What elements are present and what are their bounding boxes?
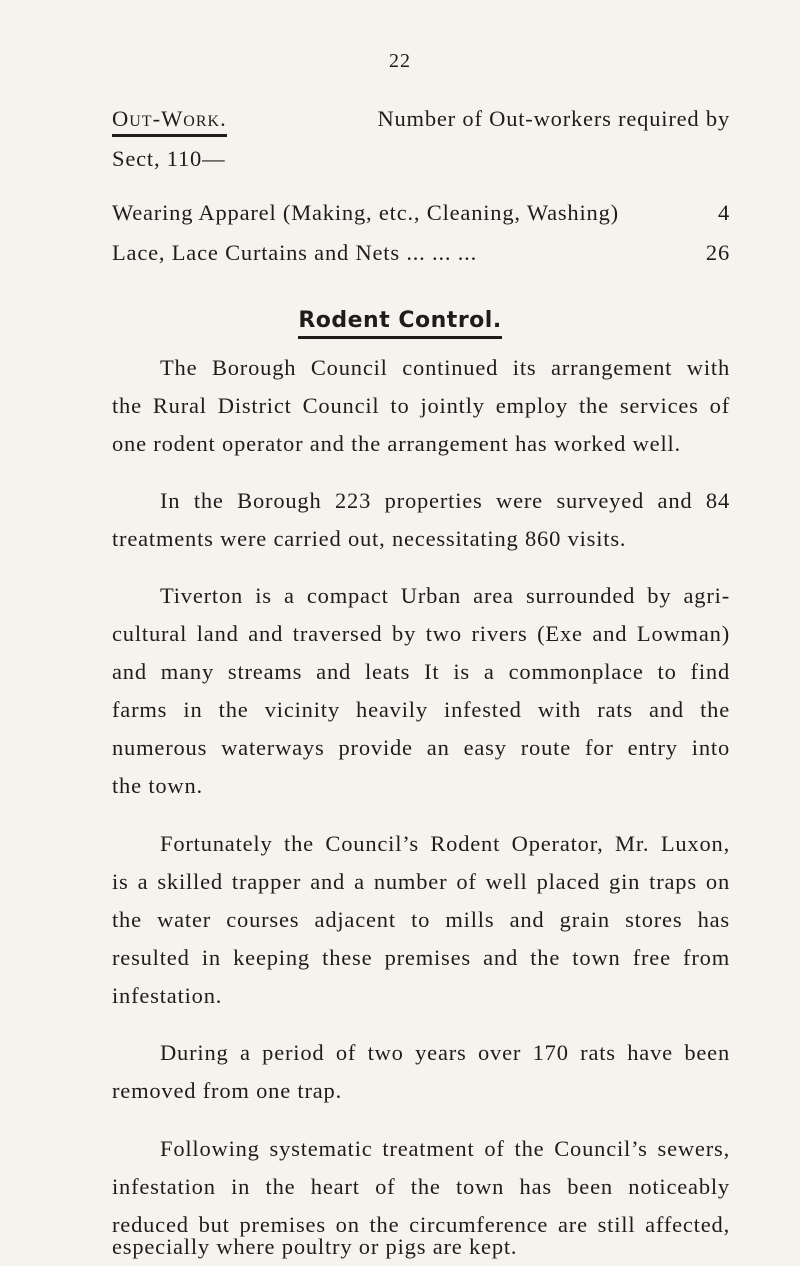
paragraph-line: In the Borough 223 properties were surveyed and 84 (160, 488, 730, 513)
out-work-line-1 (112, 106, 730, 137)
page-number: 22 (389, 50, 411, 72)
out-work-item-value: 26 (705, 240, 730, 265)
paragraph-line: The Borough Council continued its arrangement with (160, 355, 730, 380)
paragraph-line: the water courses adjacent to mills and grain stores has (112, 907, 730, 932)
paragraph-line: resulted in keeping these premises and the town free from (112, 945, 730, 970)
out-work-label: Out-Work. (112, 106, 227, 137)
out-work-intro: Number of Out-workers required by (377, 106, 730, 131)
paragraph-line: and many streams and leats It is a commonplace to find (112, 659, 730, 684)
paragraph-line: one rodent operator and the arrangement has worked well. (112, 431, 681, 456)
paragraph-line: Fortunately the Council’s Rodent Operator, Mr. Luxon, (160, 831, 730, 856)
paragraph-line: especially where poultry or pigs are kept. (112, 1234, 518, 1259)
paragraph-line: removed from one trap. (112, 1078, 343, 1103)
paragraph-line: infestation in the heart of the town has been noticeably (112, 1174, 730, 1199)
section-heading (0, 308, 800, 333)
paragraph-line: During a period of two years over 170 rats have been (160, 1040, 730, 1065)
paragraph-line: farms in the vicinity heavily infested with rats and the (112, 697, 730, 722)
out-work-item-value: 4 (717, 200, 730, 225)
paragraph-line: the Rural District Council to jointly employ the services of (112, 393, 730, 418)
out-work-item (112, 240, 730, 266)
paragraph-line: the town. (112, 773, 203, 798)
out-work-item-label: Wearing Apparel (Making, etc., Cleaning, Washing) (112, 200, 619, 225)
out-work-section-ref: Sect, 110— (112, 146, 226, 171)
paragraph-line: is a skilled trapper and a number of well placed gin traps on (112, 869, 730, 894)
paragraph-line: numerous waterways provide an easy route for entry into (112, 735, 730, 760)
paragraph-line: cultural land and traversed by two rivers (Exe and Lowman) (112, 621, 730, 646)
paragraph-line: treatments were carried out, necessitating 860 visits. (112, 526, 627, 551)
out-work-item (112, 200, 730, 226)
paragraph-line: reduced but premises on the circumference are still affected, (112, 1212, 730, 1237)
rodent-control-heading: Rodent Control. (298, 308, 501, 339)
paragraph-line: infestation. (112, 983, 223, 1008)
paragraph-line: Following systematic treatment of the Council’s sewers, (160, 1136, 730, 1161)
out-work-item-label: Lace, Lace Curtains and Nets ... ... ... (112, 240, 478, 265)
paragraph-line: Tiverton is a compact Urban area surrounded by agri- (160, 583, 730, 608)
